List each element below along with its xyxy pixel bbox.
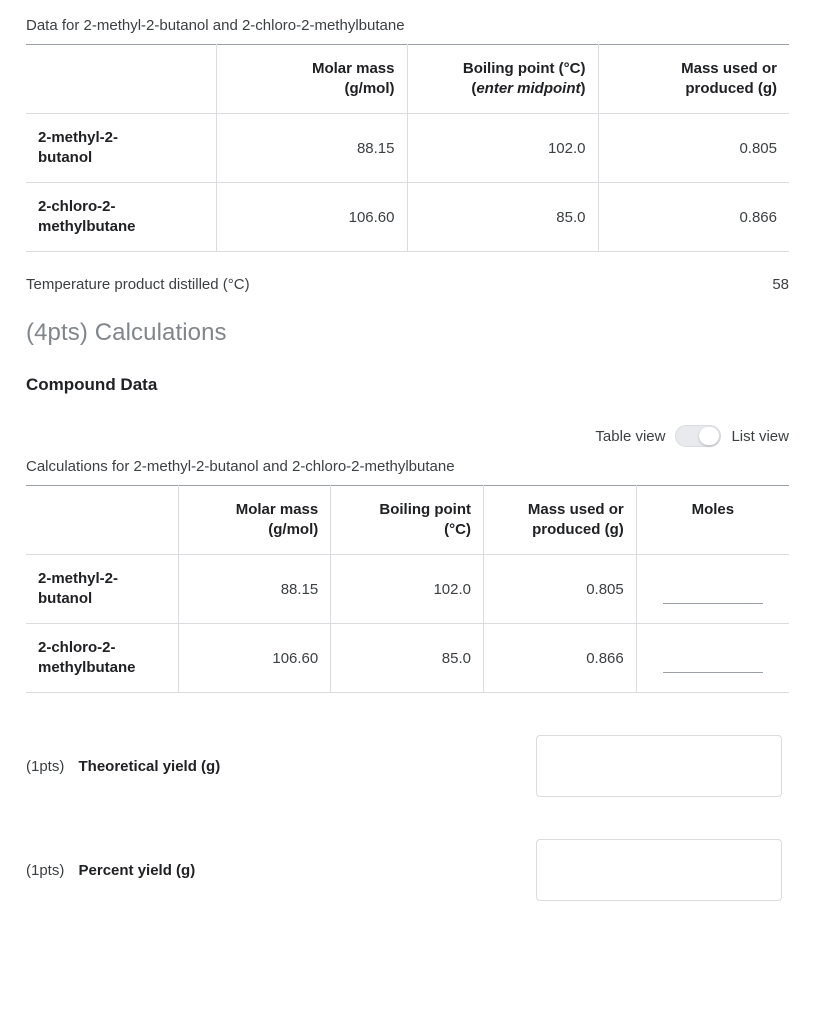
table-row [26, 555, 789, 624]
calc-col-boiling-point-line2: (°C) [444, 521, 471, 538]
col-boiling-point-line1: Boiling point (°C) [462, 60, 586, 77]
calc-col-mass-line1: Mass used or [527, 501, 624, 518]
view-toggle-row [26, 425, 789, 447]
calc-col-molar-mass [178, 486, 331, 555]
data-table-col-molar-mass [216, 45, 407, 114]
theoretical-yield-input[interactable] [536, 735, 782, 797]
row-label-line1: 2-chloro-2- [38, 639, 116, 656]
calculations-table-head [26, 486, 789, 555]
view-mode-toggle[interactable] [675, 425, 721, 447]
toggle-knob-icon [699, 427, 719, 445]
row-label-line2: methylbutane [38, 218, 136, 235]
calc-col-molar-mass-line2: (g/mol) [268, 521, 319, 538]
col-molar-mass-line1: Molar mass [311, 60, 395, 77]
cell-boiling-point: 85.0 [331, 624, 484, 693]
col-mass-line1: Mass used or [681, 60, 777, 77]
col-boiling-point-line2: (enter midpoint) [471, 80, 586, 97]
table-view-label[interactable]: Table view [595, 427, 666, 445]
cell-boiling-point: 102.0 [331, 555, 484, 624]
calc-col-molar-mass-line1: Molar mass [235, 501, 319, 518]
row-label-line2: butanol [38, 149, 93, 166]
row-label-line1: 2-methyl-2- [38, 129, 119, 146]
percent-yield-label [26, 862, 536, 879]
cell-moles [636, 555, 789, 624]
list-view-label[interactable]: List view [731, 427, 789, 445]
cell-boiling-point: 102.0 [407, 114, 598, 183]
row-label-line1: 2-chloro-2- [38, 198, 116, 215]
percent-yield-input[interactable] [536, 839, 782, 901]
theoretical-yield-row [26, 735, 789, 797]
data-table [26, 44, 789, 252]
cell-molar-mass: 106.60 [216, 183, 407, 252]
row-label-2-methyl-2-butanol [26, 555, 178, 624]
calculations-table-corner-cell [26, 486, 178, 555]
theoretical-yield-points: (1pts) [26, 757, 65, 775]
calc-col-moles: Moles [636, 486, 789, 555]
percent-yield-points: (1pts) [26, 861, 65, 879]
row-label-2-chloro-2-methylbutane [26, 624, 178, 693]
calculations-table [26, 485, 789, 693]
temperature-distilled-value: 58 [772, 276, 789, 293]
calculations-table-body [26, 555, 789, 693]
row-label-2-methyl-2-butanol [26, 114, 216, 183]
row-label-line2: butanol [38, 590, 93, 607]
cell-mass: 0.866 [598, 183, 789, 252]
data-table-col-boiling-point [407, 45, 598, 114]
theoretical-yield-label [26, 758, 536, 775]
table-row [26, 183, 789, 252]
cell-mass: 0.805 [484, 555, 637, 624]
cell-molar-mass: 88.15 [178, 555, 331, 624]
cell-boiling-point: 85.0 [407, 183, 598, 252]
table-header-row [26, 486, 789, 555]
moles-input[interactable] [663, 655, 763, 673]
temperature-distilled-row [26, 276, 789, 293]
table-row [26, 114, 789, 183]
cell-mass: 0.866 [484, 624, 637, 693]
col-mass-line2: produced (g) [685, 80, 777, 97]
cell-mass: 0.805 [598, 114, 789, 183]
percent-yield-row [26, 839, 789, 901]
calc-col-mass-line2: produced (g) [532, 521, 624, 538]
table-header-row [26, 45, 789, 114]
moles-input[interactable] [663, 586, 763, 604]
col-molar-mass-line2: (g/mol) [344, 80, 395, 97]
cell-moles [636, 624, 789, 693]
col-boiling-point-hint: enter midpoint [476, 80, 581, 97]
cell-molar-mass: 106.60 [178, 624, 331, 693]
data-table-body [26, 114, 789, 252]
data-table-corner-cell [26, 45, 216, 114]
data-table-caption: Data for 2-methyl-2-butanol and 2-chloro-2-methylbutane [26, 17, 405, 34]
temperature-distilled-label: Temperature product distilled (°C) [26, 276, 250, 293]
row-label-2-chloro-2-methylbutane [26, 183, 216, 252]
percent-yield-text: Percent yield (g) [78, 861, 196, 879]
calc-col-mass [484, 486, 637, 555]
cell-molar-mass: 88.15 [216, 114, 407, 183]
row-label-line1: 2-methyl-2- [38, 570, 119, 587]
data-table-head [26, 45, 789, 114]
calc-col-boiling-point [331, 486, 484, 555]
data-table-col-mass [598, 45, 789, 114]
page-title: (4pts) Calculations [26, 319, 227, 346]
compound-data-heading: Compound Data [26, 375, 158, 394]
calc-col-boiling-point-line1: Boiling point [379, 501, 471, 518]
table-row [26, 624, 789, 693]
theoretical-yield-text: Theoretical yield (g) [78, 757, 221, 775]
row-label-line2: methylbutane [38, 659, 136, 676]
calculations-table-caption: Calculations for 2-methyl-2-butanol and 2-chloro-2-methylbutane [26, 458, 455, 475]
